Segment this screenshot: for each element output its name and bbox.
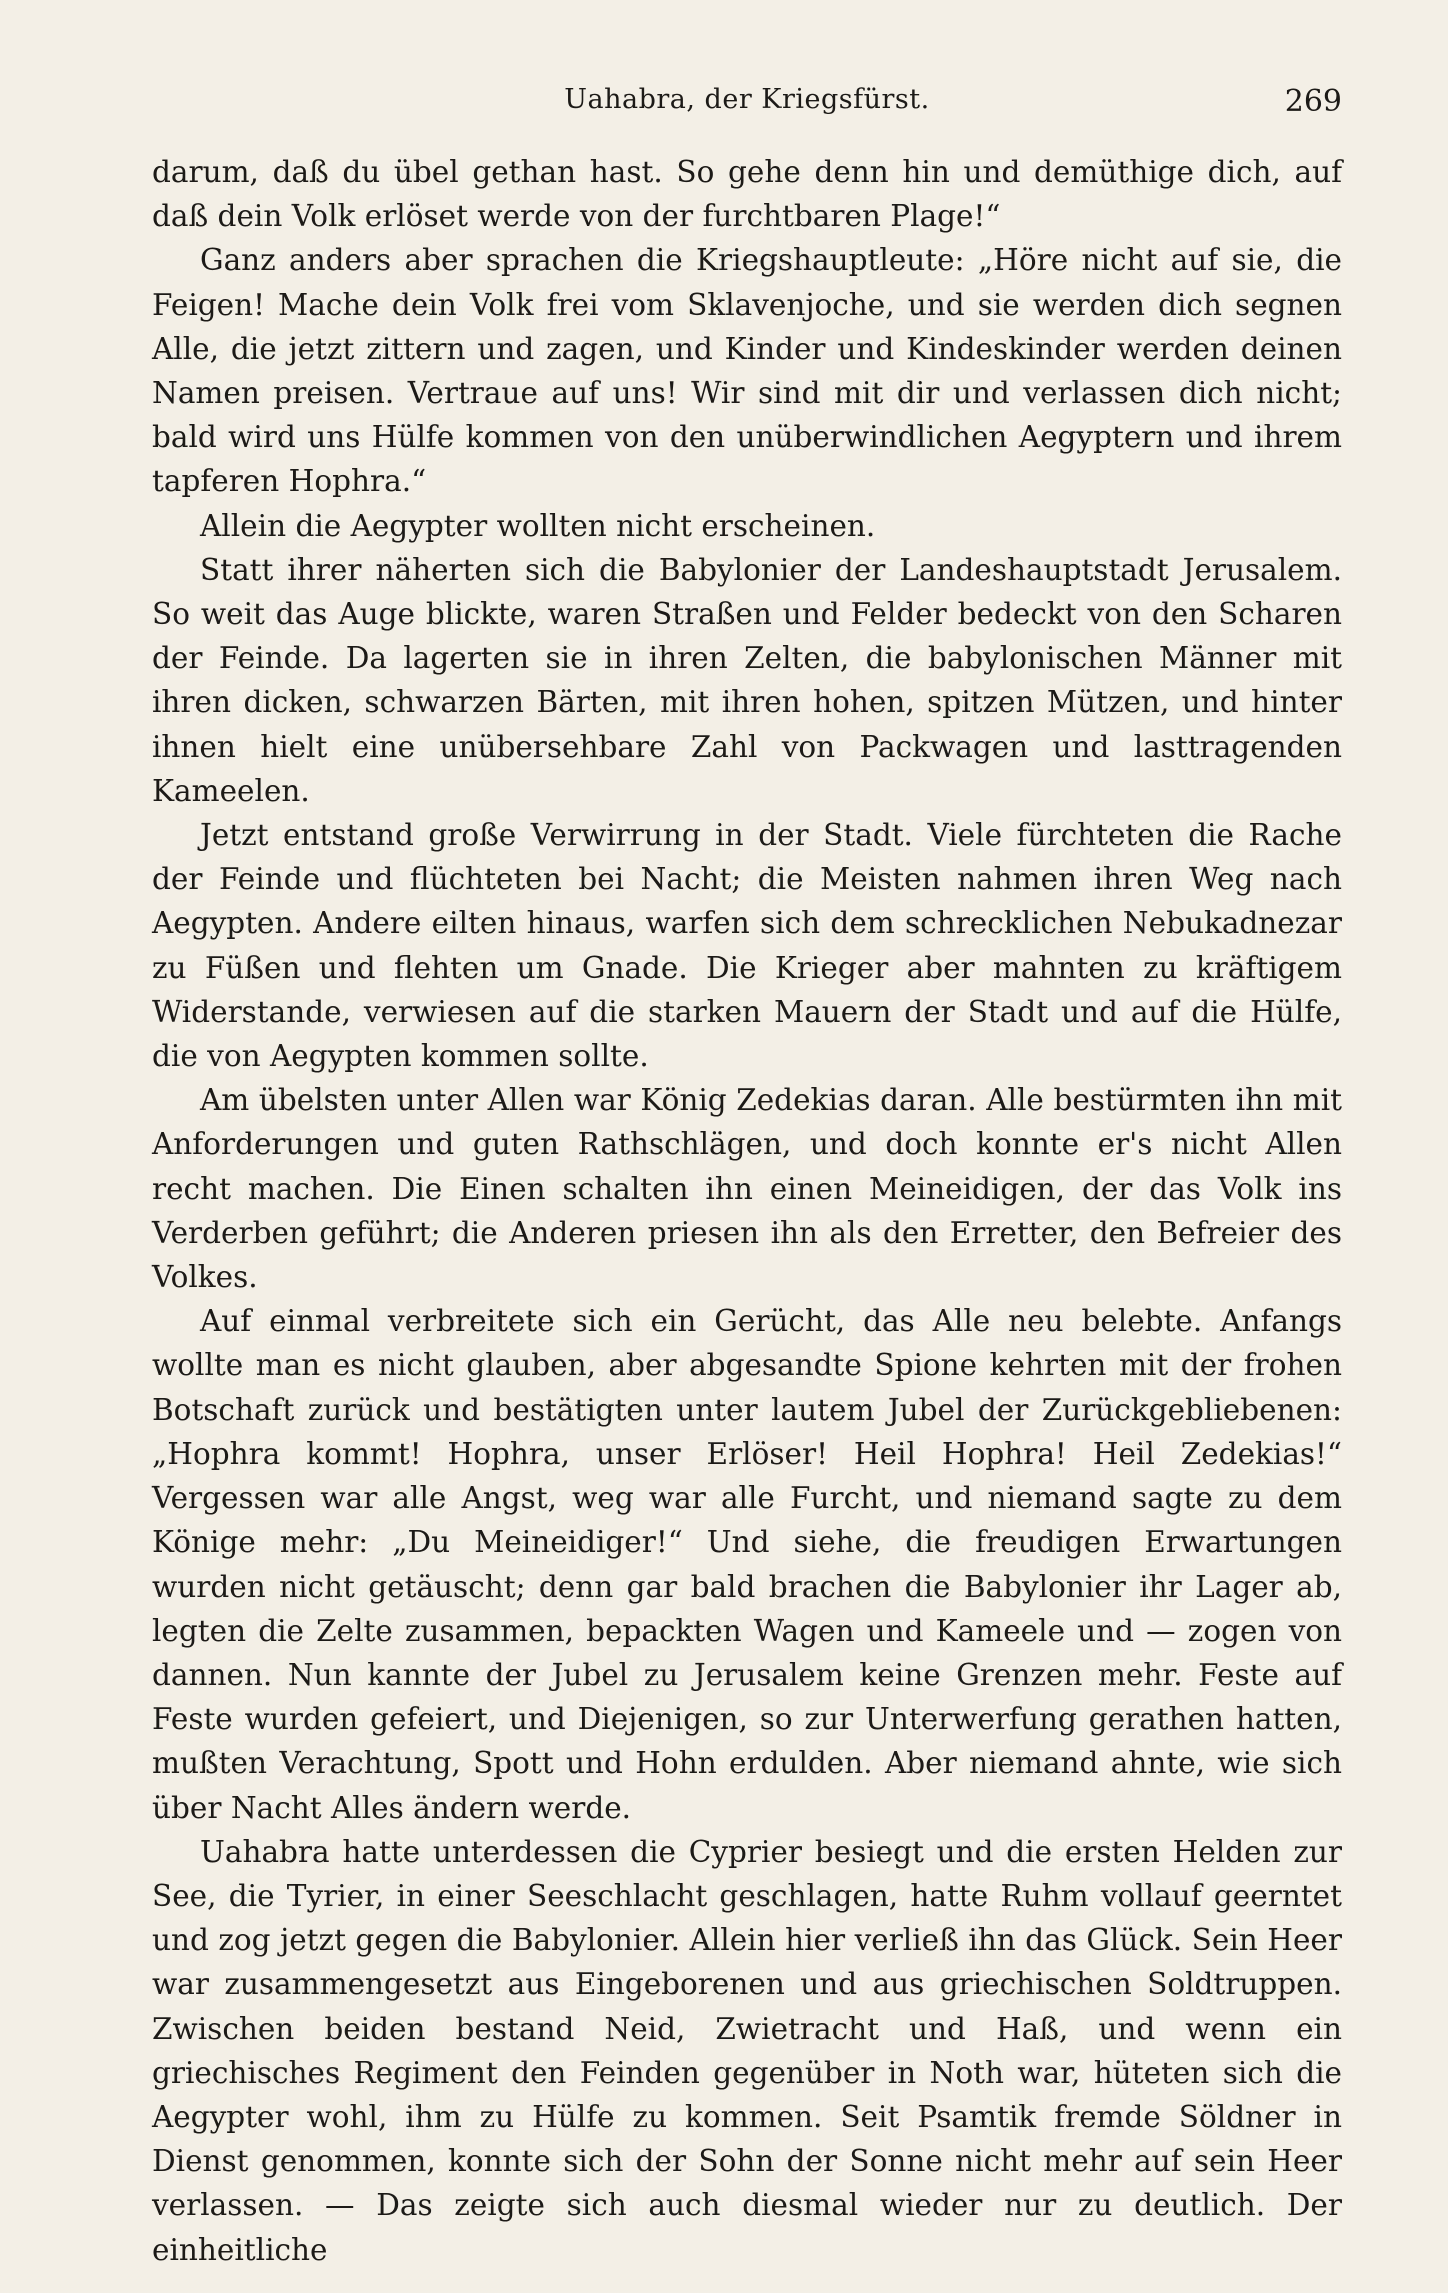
running-title: Uahabra, der Kriegsfürst.	[564, 84, 930, 115]
paragraph: Allein die Aegypter wollten nicht erscheinen.	[200, 508, 876, 543]
running-head	[152, 84, 1342, 128]
paragraph: Auf einmal verbreitete sich ein Gerücht, das Alle neu belebte. Anfangs wollte man es nicht glauben, aber abgesandte Spione kehrten mit der frohen Botschaft zurück und bestätigten unter lautem Jubel der Zurückgebliebenen: „Hophra kommt! Hophra, unser Erlöser! Heil Hophra! Heil Zedekias!“ Vergessen war alle Angst, weg war alle Furcht, und niemand sagte zu dem Könige mehr: „Du Meineidiger!“ Und siehe, die freudigen Erwartungen wurden nicht getäuscht; denn gar bald brachen die Babylonier ihr Lager ab, legten die Zelte zusammen, bepackten Wagen und Kameele und — zogen von dannen. Nun kannte der Jubel zu Jerusalem keine Grenzen mehr. Feste auf Feste wurden gefeiert, und Diejenigen, so zur Unterwerfung gerathen hatten, mußten Verachtung, Spott und Hohn erdulden. Aber niemand ahnte, wie sich über Nacht Alles ändern werde.	[152, 1304, 1342, 1825]
body-text	[152, 150, 1342, 2272]
paragraph: Statt ihrer näherten sich die Babylonier der Landeshauptstadt Jerusalem. So weit das Auge blickte, waren Straßen und Felder bedeckt von den Scharen der Feinde. Da lagerten sie in ihren Zelten, die babylonischen Männer mit ihren dicken, schwarzen Bärten, mit ihren hohen, spitzen Mützen, und hinter ihnen hielt eine unübersehbare Zahl von Packwagen und lasttragenden Kameelen.	[152, 552, 1342, 808]
paragraph: Am übelsten unter Allen war König Zedekias daran. Alle bestürmten ihn mit Anforderungen und guten Rathschlägen, und doch konnte er's nicht Allen recht machen. Die Einen schalten ihn einen Meineidigen, der das Volk ins Verderben geführt; die Anderen priesen ihn als den Erretter, den Befreier des Volkes.	[152, 1083, 1342, 1295]
page-number: 269	[1284, 84, 1342, 119]
paragraph: Jetzt entstand große Verwirrung in der Stadt. Viele fürchteten die Rache der Feinde und flüchteten bei Nacht; die Meisten nahmen ihren Weg nach Aegypten. Andere eilten hinaus, warfen sich dem schrecklichen Nebukadnezar zu Füßen und flehten um Gnade. Die Krieger aber mahnten zu kräftigem Widerstande, verwiesen auf die starken Mauern der Stadt und auf die Hülfe, die von Aegypten kommen sollte.	[152, 818, 1342, 1074]
paragraph: Uahabra hatte unterdessen die Cyprier besiegt und die ersten Helden zur See, die Tyrier, in einer Seeschlacht geschlagen, hatte Ruhm vollauf geerntet und zog jetzt gegen die Babylonier. Allein hier verließ ihn das Glück. Sein Heer war zusammengesetzt aus Eingeborenen und aus griechischen Soldtruppen. Zwischen beiden bestand Neid, Zwietracht und Haß, und wenn ein griechisches Regiment den Feinden gegenüber in Noth war, hüteten sich die Aegypter wohl, ihm zu Hülfe zu kommen. Seit Psamtik fremde Söldner in Dienst genommen, konnte sich der Sohn der Sonne nicht mehr auf sein Heer verlassen. — Das zeigte sich auch diesmal wieder nur zu deutlich. Der einheitliche	[152, 1834, 1342, 2267]
paragraph: Ganz anders aber sprachen die Kriegshauptleute: „Höre nicht auf sie, die Feigen! Mache dein Volk frei vom Sklavenjoche, und sie werden dich segnen Alle, die jetzt zittern und zagen, und Kinder und Kindeskinder werden deinen Namen preisen. Vertraue auf uns! Wir sind mit dir und verlassen dich nicht; bald wird uns Hülfe kommen von den unüberwindlichen Aegyptern und ihrem tapferen Hophra.“	[152, 243, 1342, 499]
paragraph-continuation: darum, daß du übel gethan hast. So gehe denn hin und demüthige dich, auf daß dein Volk erlöset werde von der furchtbaren Plage!“	[152, 155, 1342, 234]
